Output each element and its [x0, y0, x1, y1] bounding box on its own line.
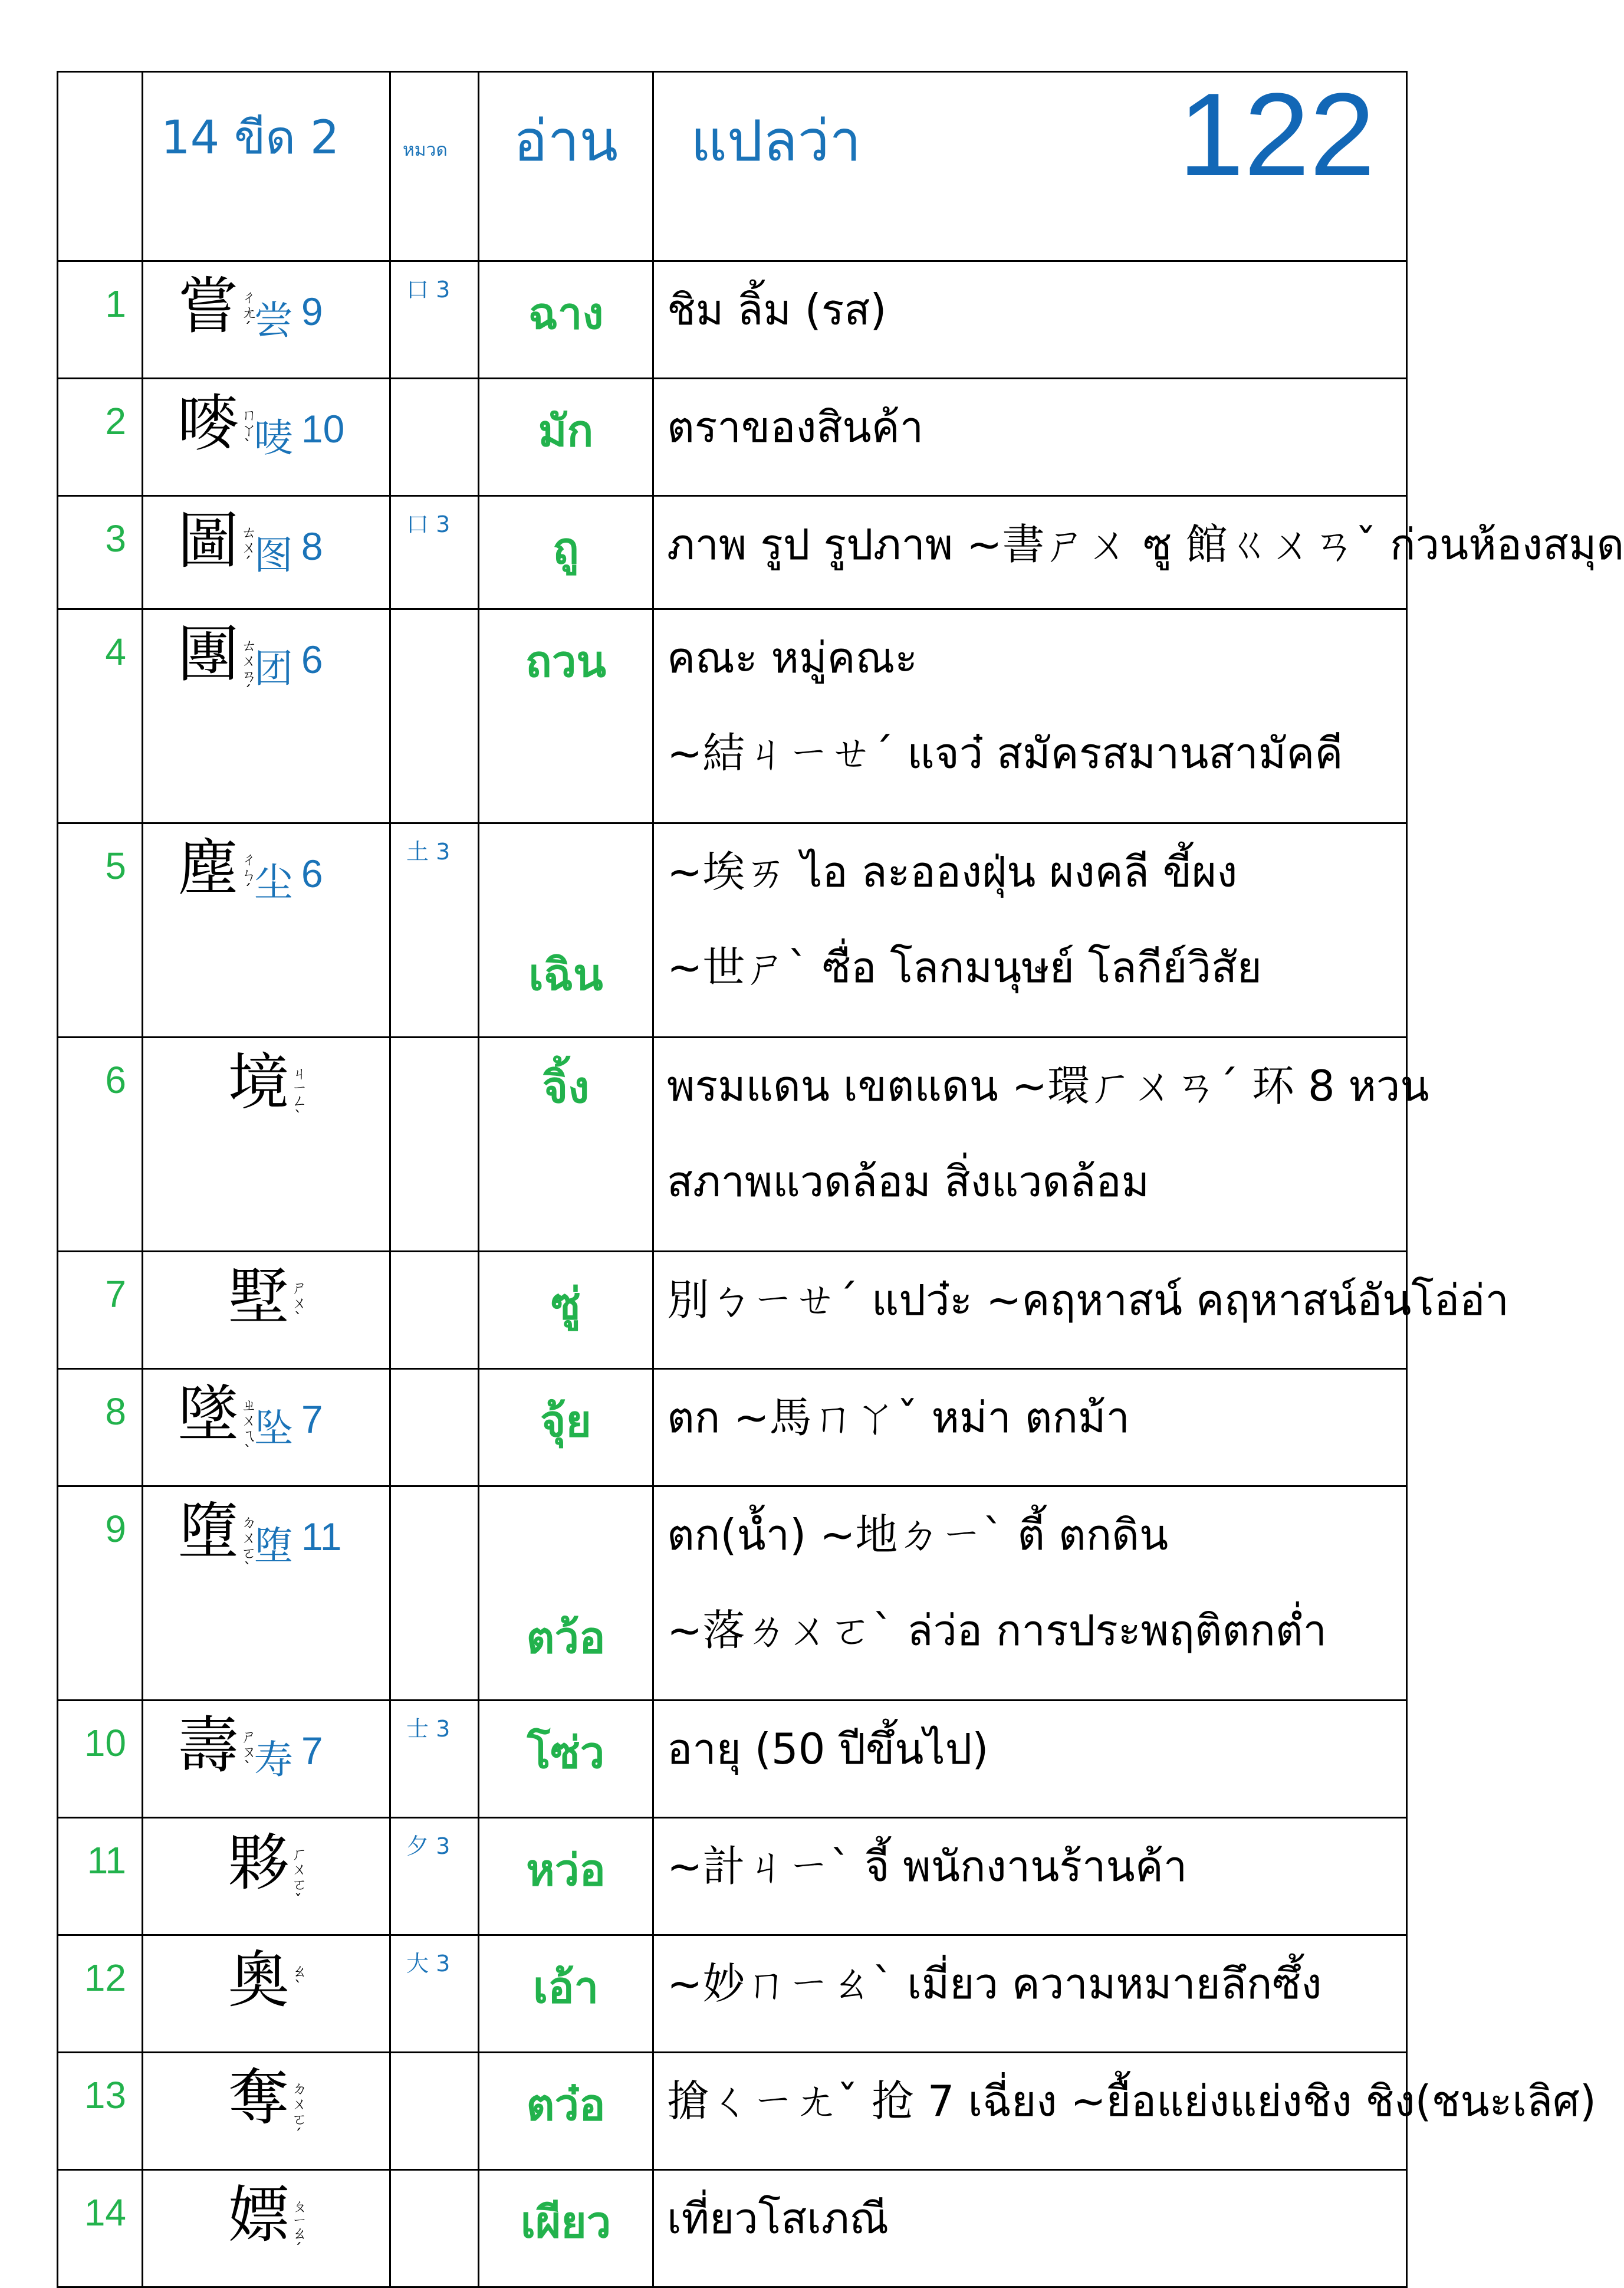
- character-group: [143, 389, 389, 462]
- radical-cell: [390, 379, 479, 496]
- reading-cell: [479, 1369, 653, 1486]
- reading-cell: [479, 2053, 653, 2170]
- traditional-character: 團: [177, 618, 239, 690]
- thai-reading: จุ้ย: [540, 1396, 591, 1447]
- reading-cell: [479, 2170, 653, 2287]
- row-number: 1: [58, 261, 143, 379]
- header-radical-label: หมวด: [390, 72, 479, 261]
- vocabulary-table: [57, 69, 1624, 2288]
- thai-reading: จิ้ง: [542, 1062, 590, 1113]
- thai-reading: ถู: [553, 523, 579, 574]
- reading-cell: [479, 1486, 653, 1701]
- header-row: [58, 72, 1407, 261]
- row-number: 10: [58, 1701, 143, 1818]
- header-meaning-cell: [653, 69, 1407, 261]
- thai-reading: ฉาง: [528, 288, 604, 339]
- zhuyin-annotation: ㄐㄧㄥˋ: [289, 1065, 307, 1126]
- row-number: 11: [58, 1818, 143, 1935]
- table-row: [58, 1369, 1407, 1486]
- header-reading-label: อ่าน: [479, 72, 653, 261]
- meaning-cell: [653, 1486, 1407, 1701]
- reading-cell: [479, 1701, 653, 1818]
- character-group: [143, 1048, 389, 1126]
- row-number: 8: [58, 1369, 143, 1486]
- radical-cell: [390, 1486, 479, 1701]
- traditional-character: 圖: [177, 505, 239, 577]
- character-cell: [143, 1038, 390, 1252]
- character-group: [143, 271, 389, 345]
- thai-reading: เฉิน: [528, 950, 603, 1000]
- reading-cell: [479, 261, 653, 379]
- row-number: 3: [58, 496, 143, 609]
- character-cell: [143, 496, 390, 609]
- stroke-count: 6: [301, 852, 323, 895]
- meaning-cell: [653, 1818, 1407, 1935]
- meaning-line: สภาพแวดล้อม สิ่งแวดล้อม: [667, 1157, 1150, 1206]
- character-cell: [143, 1818, 390, 1935]
- table-row: [58, 1818, 1407, 1935]
- character-cell: [143, 2053, 390, 2170]
- character-group: [143, 2063, 389, 2144]
- meaning-cell: [653, 379, 1407, 496]
- meaning-line: เที่ยวโสเภณี: [667, 2194, 889, 2243]
- reading-cell: [479, 1818, 653, 1935]
- character-group: [143, 833, 389, 907]
- meaning-line: ~落ㄌㄨㄛˋ ล่ว่อ การประพฤติตกต่ำ: [667, 1606, 1327, 1655]
- meaning-cell: [653, 2170, 1407, 2287]
- stroke-count: 7: [301, 1729, 323, 1772]
- meaning-line: คณะ หมู่คณะ: [667, 633, 918, 682]
- character-cell: [143, 379, 390, 496]
- stroke-count: 7: [301, 1397, 323, 1441]
- thai-reading: ถวน: [525, 636, 606, 687]
- character-group: [143, 1945, 389, 2016]
- meaning-cell: [653, 496, 1624, 609]
- zhuyin-annotation: ㄔㄣˊ: [238, 851, 257, 900]
- header-meaning-label: แปลว่า: [691, 108, 862, 174]
- traditional-character: 墮: [177, 1495, 239, 1567]
- table-row: [58, 1935, 1407, 2053]
- character-group: [143, 1496, 389, 1578]
- traditional-character: 夥: [228, 1827, 290, 1899]
- table-row: [58, 1701, 1407, 1818]
- reading-cell: [479, 1038, 653, 1252]
- stroke-count: 11: [301, 1515, 342, 1558]
- traditional-character: 境: [228, 1046, 290, 1118]
- traditional-character: 墅: [228, 1260, 290, 1332]
- row-number: 5: [58, 823, 143, 1038]
- simplified-character: 团: [254, 646, 293, 691]
- table-row: [58, 1038, 1407, 1252]
- radical-cell: 土 3: [390, 823, 479, 1038]
- meaning-line: ภาพ รูป รูปภาพ ~書ㄕㄨ ซู 館ㄍㄨㄢˇ ก่วนห้องสมุด: [667, 520, 1624, 569]
- radical-cell: 夕 3: [390, 1818, 479, 1935]
- thai-reading: ตว๋อ: [526, 2080, 606, 2131]
- row-number: 4: [58, 609, 143, 823]
- table-row: [58, 261, 1407, 379]
- radical-cell: 口 3: [390, 261, 479, 379]
- meaning-cell: [653, 1935, 1407, 2053]
- reading-cell: [479, 609, 653, 823]
- row-number: 6: [58, 1038, 143, 1252]
- character-cell: [143, 1486, 390, 1701]
- meaning-line: 別ㄅㄧㄝˊ แปว๋ะ ~คฤหาสน์ คฤหาสน์อันโอ่อ่า: [667, 1275, 1509, 1325]
- simplified-character: 尝: [254, 298, 293, 343]
- reading-cell: [479, 823, 653, 1038]
- table-row: [58, 609, 1407, 823]
- zhuyin-annotation: ㄇㄚˋ: [238, 406, 257, 455]
- meaning-cell: [653, 1252, 1509, 1369]
- character-cell: [143, 823, 390, 1038]
- radical-cell: [390, 1252, 479, 1369]
- character-group: [143, 506, 389, 580]
- traditional-character: 奪: [228, 2062, 290, 2133]
- reading-cell: [479, 1252, 653, 1369]
- character-group: [143, 1379, 389, 1460]
- radical-cell: 口 3: [390, 496, 479, 609]
- reading-cell: [479, 379, 653, 496]
- traditional-character: 墜: [177, 1378, 239, 1450]
- table-row: [58, 379, 1407, 496]
- meaning-line: 搶ㄑㄧㄤˇ 抢 7 เฉี่ยง ~ยื้อแย่งแย่งชิง ชิง(ชนะเลิศ): [667, 2076, 1596, 2126]
- zhuyin-annotation: ㄊㄨˊ: [238, 524, 257, 572]
- meaning-cell: [653, 261, 1407, 379]
- character-group: [143, 619, 389, 701]
- zhuyin-annotation: ㄆㄧㄠˊ: [289, 2198, 307, 2259]
- radical-cell: [390, 1038, 479, 1252]
- stroke-count: 6: [301, 638, 323, 681]
- meaning-line: ~妙ㄇㄧㄠˋ เมี่ยว ความหมายลึกซึ้ง: [667, 1959, 1322, 2008]
- traditional-character: 奧: [228, 1944, 290, 2016]
- radical-cell: [390, 609, 479, 823]
- meaning-line: ตก ~馬ㄇㄚˇ หม่า ตกม้า: [667, 1393, 1130, 1442]
- row-number: 7: [58, 1252, 143, 1369]
- stroke-count: 10: [301, 407, 345, 451]
- meaning-cell: [653, 609, 1407, 823]
- traditional-character: 嫖: [228, 2179, 290, 2251]
- traditional-character: 壽: [177, 1709, 239, 1781]
- meaning-line: ตราของสินค้า: [667, 402, 924, 452]
- traditional-character: 塵: [177, 832, 239, 904]
- radical-cell: 大 3: [390, 1935, 479, 2053]
- thai-reading: โซ่ว: [527, 1728, 605, 1778]
- simplified-character: 寿: [254, 1737, 293, 1783]
- radical-cell: [390, 1369, 479, 1486]
- character-group: [143, 1711, 389, 1784]
- meaning-cell: [653, 1701, 1407, 1818]
- meaning-line: ~世ㄕˋ ซื่อ โลกมนุษย์ โลกีย์วิสัย: [667, 943, 1262, 992]
- table-row: [58, 823, 1407, 1038]
- reading-cell: [479, 1935, 653, 2053]
- table-row: [58, 1486, 1407, 1701]
- character-cell: [143, 1935, 390, 2053]
- radical-cell: 士 3: [390, 1701, 479, 1818]
- zhuyin-annotation: ㄔㄤˊ: [238, 289, 257, 337]
- stroke-count: 9: [301, 290, 323, 333]
- zhuyin-annotation: ㄉㄨㄛˊ: [289, 2080, 307, 2144]
- thai-reading: มัก: [538, 406, 594, 457]
- row-number: 14: [58, 2170, 143, 2287]
- character-cell: [143, 1252, 390, 1369]
- character-group: [143, 1828, 389, 1909]
- meaning-line: พรมแดน เขตแดน ~環ㄏㄨㄢˊ 环 8 หวน: [667, 1061, 1429, 1111]
- thai-reading: เผียว: [520, 2197, 612, 2248]
- meaning-cell: [653, 823, 1407, 1038]
- simplified-character: 堕: [254, 1523, 293, 1568]
- row-number: 13: [58, 2053, 143, 2170]
- table-row: [58, 2170, 1407, 2287]
- zhuyin-annotation: ㄓㄨㄟˋ: [238, 1397, 257, 1460]
- header-num-cell: [58, 72, 143, 261]
- thai-reading: ซู่: [551, 1279, 581, 1330]
- traditional-character: 嘗: [177, 270, 239, 342]
- header-title: 14 ขีด 2: [143, 72, 390, 261]
- zhuyin-annotation: ㄊㄨㄢˊ: [238, 637, 257, 701]
- meaning-line: ตก(น้ำ) ~地ㄉㄧˋ ตี้ ตกดิน: [667, 1510, 1169, 1560]
- simplified-character: 尘: [254, 860, 293, 905]
- meaning-line: ~結ㄐㄧㄝˊ แจว๋ สมัครสมานสามัคคี: [667, 728, 1343, 778]
- thai-reading: หว่อ: [526, 1845, 606, 1896]
- row-number: 2: [58, 379, 143, 496]
- thai-reading: เอ้า: [532, 1962, 599, 2013]
- zhuyin-annotation: ㄠˋ: [289, 1963, 307, 1996]
- simplified-character: 坠: [254, 1406, 293, 1451]
- meaning-line: ~埃ㄞ ไอ ละอองฝุ่น ผงคลี ขี้ผง: [667, 847, 1238, 897]
- zhuyin-annotation: ㄕㄨˋ: [289, 1279, 307, 1328]
- meaning-cell: [653, 2053, 1596, 2170]
- reading-cell: [479, 496, 653, 609]
- page-number: 122: [1178, 69, 1375, 201]
- character-group: [143, 2180, 389, 2259]
- simplified-character: 图: [254, 533, 293, 578]
- character-cell: [143, 1701, 390, 1818]
- meaning-cell: [653, 1038, 1429, 1252]
- row-number: 12: [58, 1935, 143, 2053]
- character-cell: [143, 2170, 390, 2287]
- meaning-line: ชิม ลิ้ม (รส): [667, 285, 887, 334]
- row-number: 9: [58, 1486, 143, 1701]
- meaning-cell: [653, 1369, 1407, 1486]
- table-row: [58, 1252, 1407, 1369]
- zhuyin-annotation: ㄕㄡˋ: [238, 1728, 257, 1777]
- meaning-line: อายุ (50 ปีขึ้นไป): [667, 1724, 989, 1774]
- character-cell: [143, 1369, 390, 1486]
- zhuyin-annotation: ㄉㄨㄛˋ: [238, 1514, 257, 1578]
- thai-reading: ตว้อ: [526, 1613, 606, 1663]
- character-cell: [143, 261, 390, 379]
- character-group: [143, 1262, 389, 1332]
- traditional-character: 嘜: [177, 388, 239, 459]
- meaning-line: ~計ㄐㄧˋ จี้ พนักงานร้านค้า: [667, 1841, 1188, 1891]
- table-row: [58, 2053, 1407, 2170]
- radical-cell: [390, 2170, 479, 2287]
- character-cell: [143, 609, 390, 823]
- radical-cell: [390, 2053, 479, 2170]
- stroke-count: 8: [301, 524, 323, 568]
- zhuyin-annotation: ㄏㄨㄛˇ: [289, 1846, 307, 1909]
- table-row: [58, 496, 1407, 609]
- simplified-character: 唛: [254, 415, 293, 461]
